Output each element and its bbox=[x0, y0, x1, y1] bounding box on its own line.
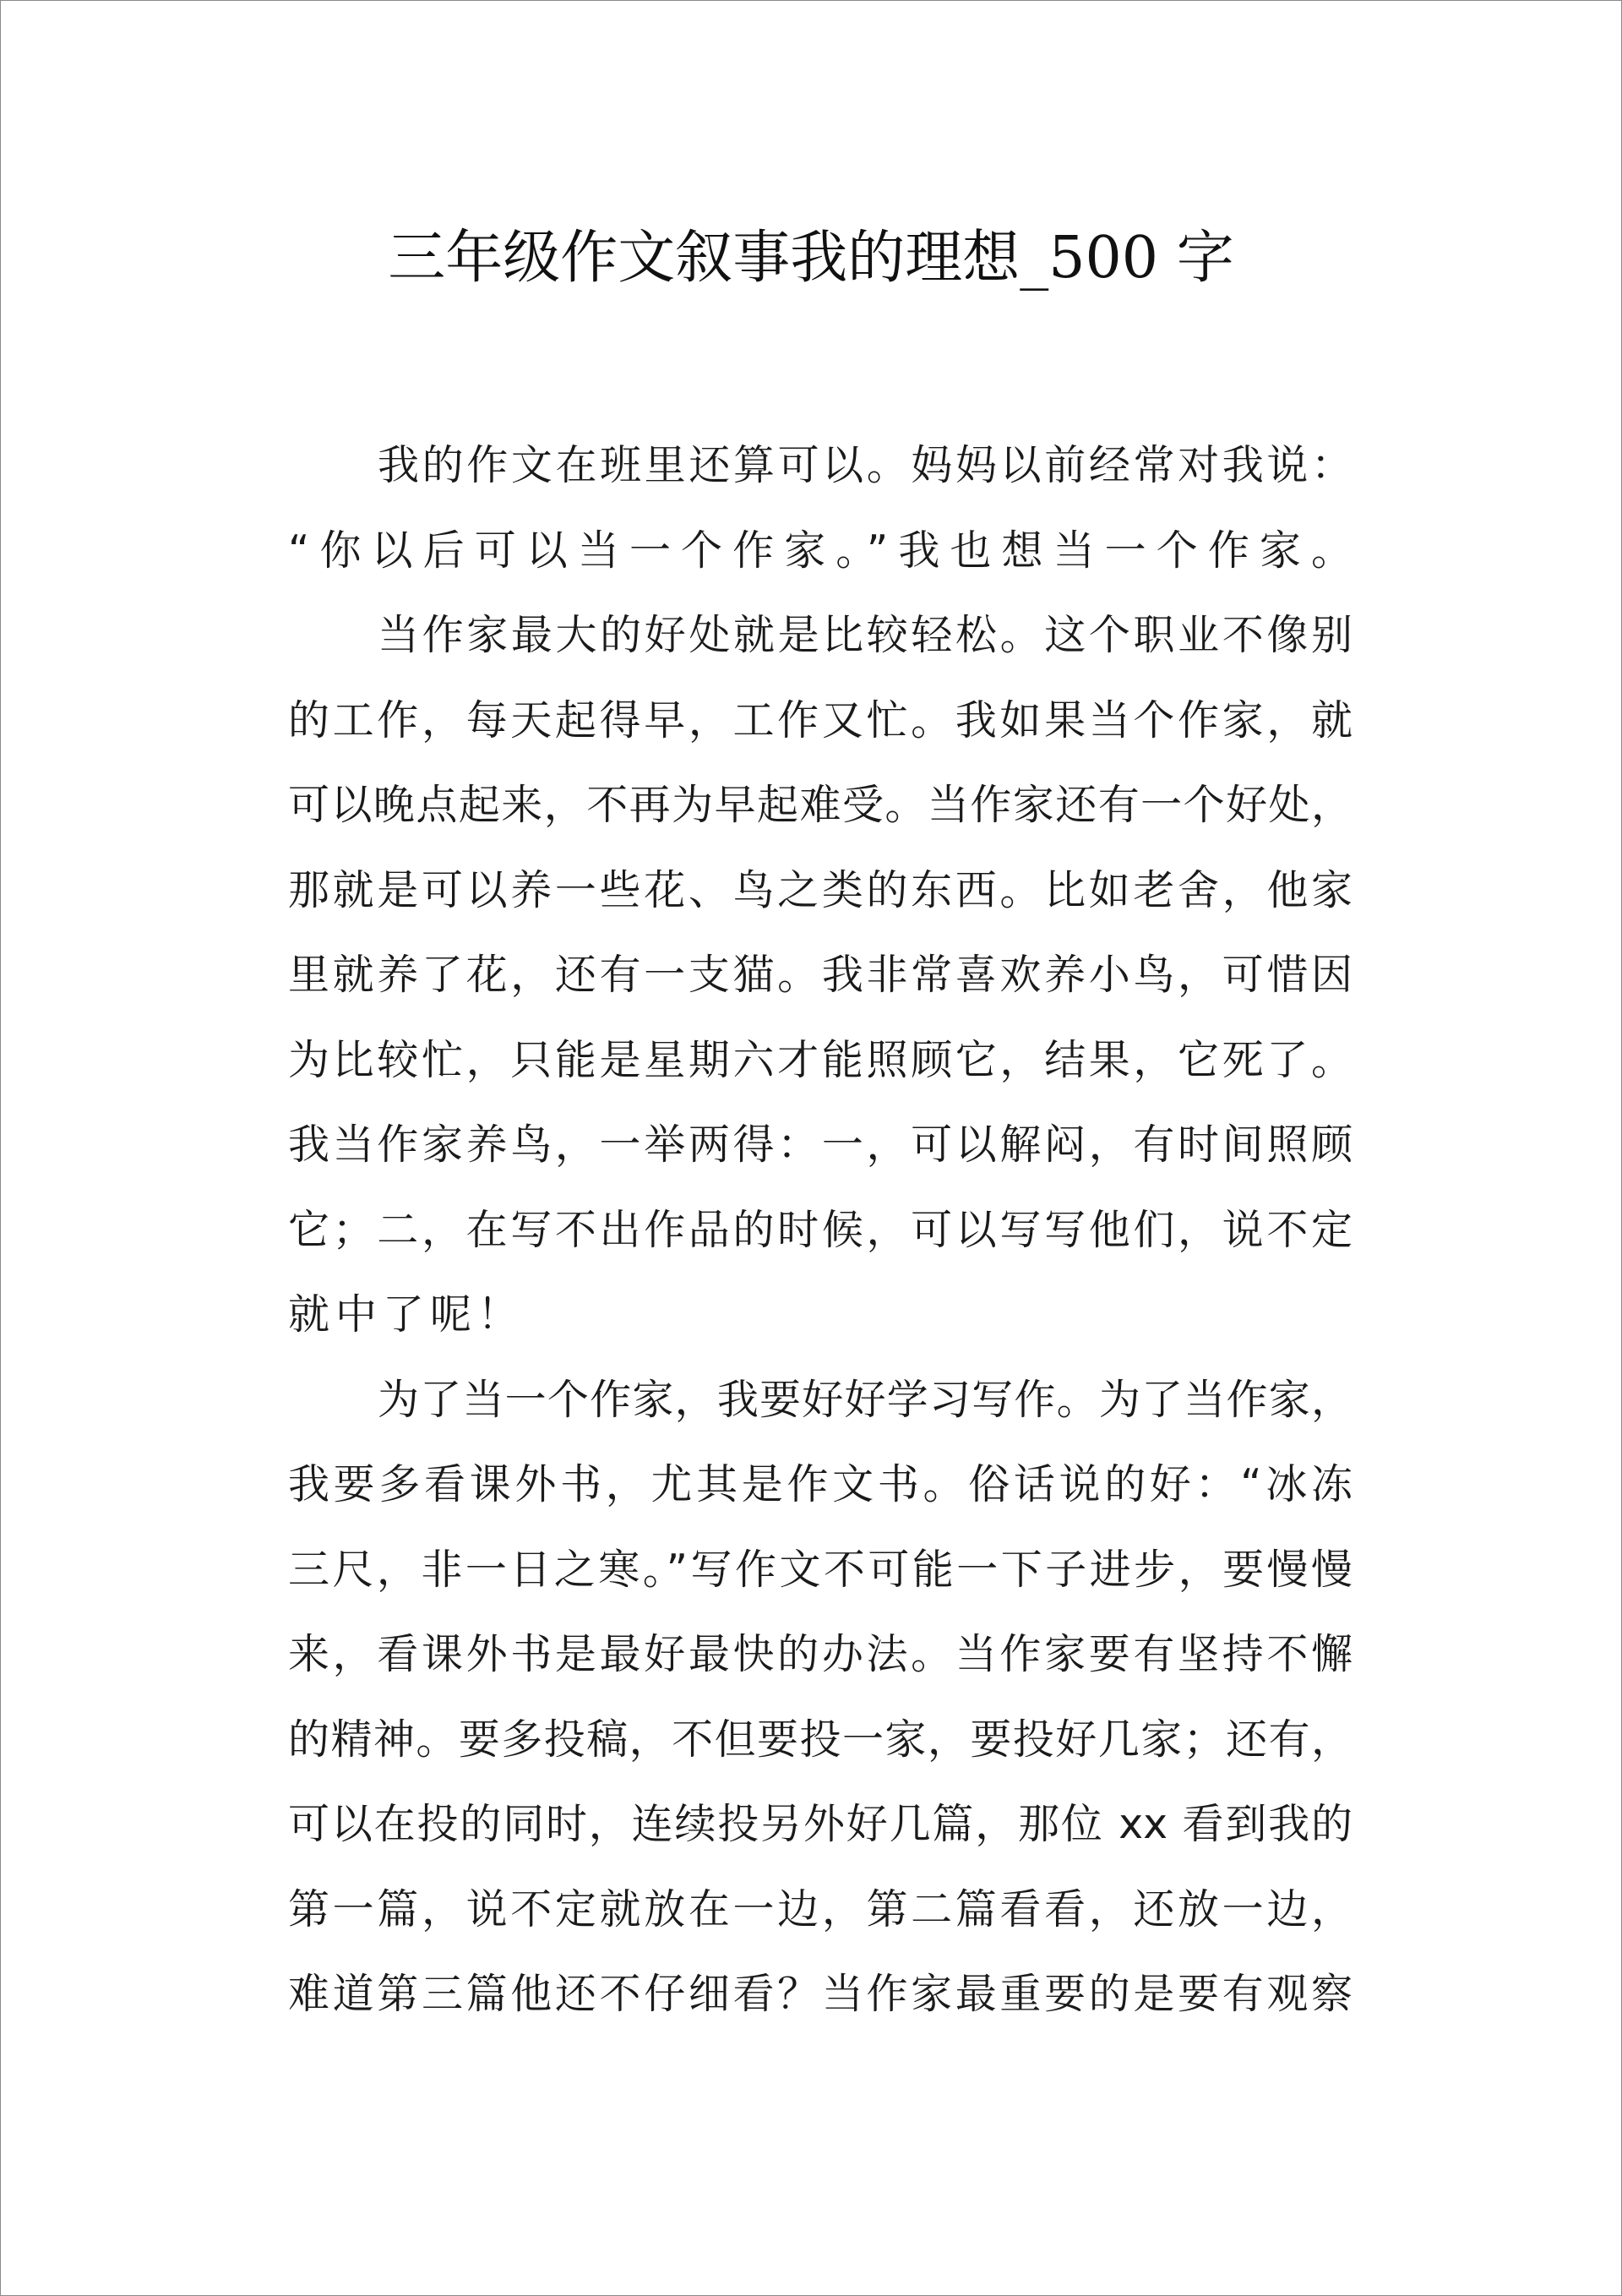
paragraph-2-line-8: 它；二，在写不出作品的时候，可以写写他们，说不定 bbox=[288, 1205, 1353, 1254]
paragraph-2-line-4: 那就是可以养一些花、鸟之类的东西。比如老舍，他家 bbox=[288, 865, 1353, 914]
paragraph-1-line-2: “你以后可以当一个作家。”我也想当一个作家。 bbox=[288, 526, 1353, 575]
paragraph-3-line-3: 三尺，非一日之寒。”写作文不可能一下子进步，要慢慢 bbox=[288, 1545, 1353, 1594]
paragraph-3-line-5: 的精神。要多投稿，不但要投一家，要投好几家；还有， bbox=[288, 1715, 1353, 1764]
document-title: 三年级作文叙事我的理想_500 字 bbox=[388, 225, 1234, 292]
paragraph-2-line-3: 可以晚点起来，不再为早起难受。当作家还有一个好处， bbox=[288, 781, 1353, 829]
paragraph-2-line-7: 我当作家养鸟，一举两得：一，可以解闷，有时间照顾 bbox=[288, 1121, 1353, 1169]
paragraph-3-line-2: 我要多看课外书，尤其是作文书。俗话说的好：“冰冻 bbox=[288, 1460, 1353, 1508]
paragraph-2-line-9: 就中了呢！ bbox=[288, 1290, 525, 1339]
paragraph-1-line-1: 我的作文在班里还算可以。妈妈以前经常对我说： bbox=[378, 441, 1353, 489]
paragraph-2-line-5: 里就养了花，还有一支猫。我非常喜欢养小鸟，可惜因 bbox=[288, 951, 1353, 999]
paragraph-2-line-1: 当作家最大的好处就是比较轻松。这个职业不像别 bbox=[378, 611, 1353, 659]
paragraph-3-line-6: 可以在投的同时，连续投另外好几篇，那位 xx 看到我的 bbox=[288, 1800, 1353, 1848]
paragraph-3-line-8: 难道第三篇他还不仔细看？当作家最重要的是要有观察 bbox=[288, 1970, 1353, 2018]
paragraph-2-line-6: 为比较忙，只能是星期六才能照顾它，结果，它死了。 bbox=[288, 1035, 1353, 1084]
paragraph-3-line-1: 为了当一个作家，我要好好学习写作。为了当作家， bbox=[378, 1375, 1353, 1424]
paragraph-3-line-4: 来，看课外书是最好最快的办法。当作家要有坚持不懈 bbox=[288, 1630, 1353, 1678]
document-body bbox=[288, 423, 1353, 2037]
paragraph-2-line-2: 的工作，每天起得早，工作又忙。我如果当个作家，就 bbox=[288, 695, 1353, 744]
paragraph-3-line-7: 第一篇，说不定就放在一边，第二篇看看，还放一边， bbox=[288, 1884, 1353, 1933]
